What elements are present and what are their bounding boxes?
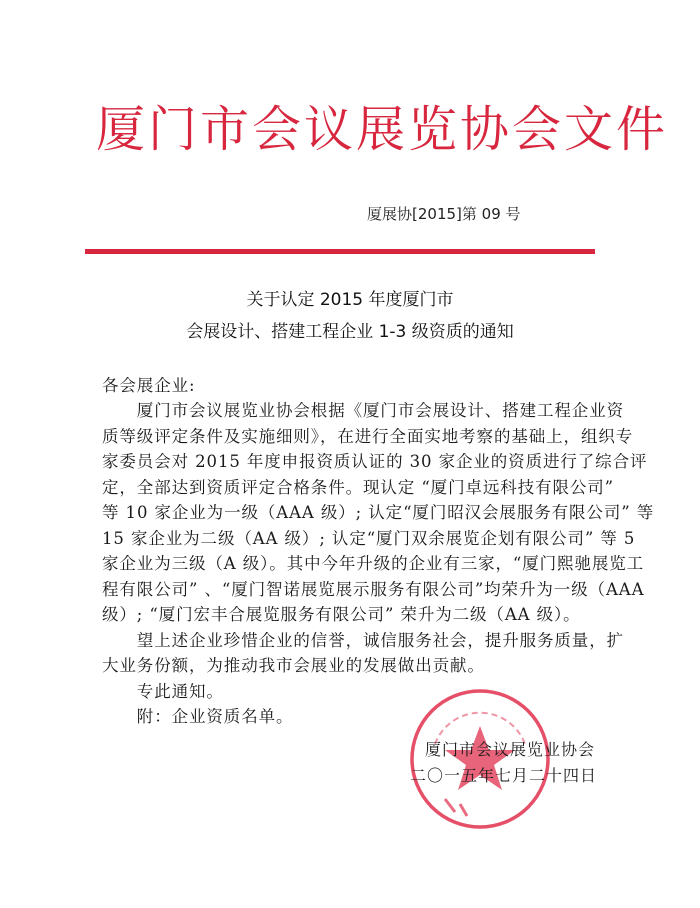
body-line: 15 家企业为二级（AA 级）; 认定“厦门双余展览企划有限公司” 等 5 [102, 529, 636, 548]
body-line: 质等级评定条件及实施细则》，在进行全面实地考察的基础上，组织专 [102, 427, 634, 446]
notice-title-line-1: 关于认定 2015 年度厦门市 [246, 290, 454, 310]
body-line: 望上述企业珍惜企业的信誉，诚信服务社会，提升服务质量，扩 [102, 631, 624, 650]
body-line: 程有限公司” 、“厦门智诺展览展示服务有限公司”均荣升为一级（AAA [102, 580, 645, 599]
body-line: 厦门市会议展览业协会根据《厦门市会展设计、搭建工程企业资 [102, 401, 624, 420]
body-line: 等 10 家企业为一级（AAA 级）; 认定“厦门昭汉会展服务有限公司” 等 [102, 503, 655, 522]
body-line: 家企业为三级（A 级）。其中今年升级的企业有三家，“厦门熙驰展览工 [102, 554, 645, 573]
salutation: 各会展企业: [102, 376, 196, 395]
body-line: 大业务份额，为推动我市会展业的发展做出贡献。 [102, 656, 485, 675]
body-line: 级）; “厦门宏丰合展览服务有限公司” 荣升为二级（AA 级）。 [102, 605, 581, 624]
document-number: 厦展协[2015]第 09 号 [367, 205, 521, 223]
red-divider-rule [85, 249, 595, 254]
body-line: 定，全部达到资质评定合格条件。现认定 “厦门卓远科技有限公司” [102, 478, 615, 497]
document-org-title: 厦门市会议展览协会文件 [96, 101, 669, 158]
attachment-line: 附：企业资质名单。 [102, 707, 294, 726]
body-line: 家委员会对 2015 年度申报资质认证的 30 家企业的资质进行了综合评 [102, 452, 648, 471]
closing-line: 专此通知。 [102, 682, 224, 701]
signature-organization: 厦门市会议展览业协会 [425, 740, 596, 759]
notice-title-line-2: 会展设计、搭建工程企业 1-3 级资质的通知 [186, 322, 514, 342]
signature-date: 二〇一五年七月二十四日 [410, 766, 598, 785]
